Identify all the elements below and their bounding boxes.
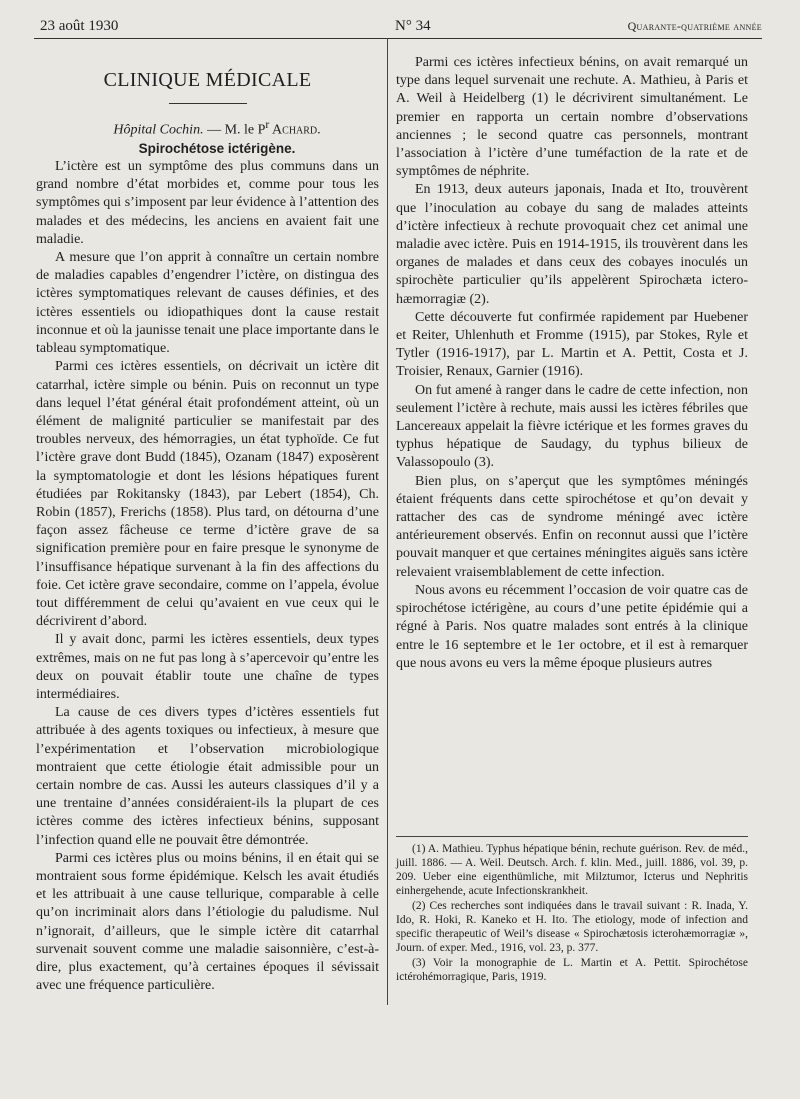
title-rule [169,103,247,104]
author-name: Achard. [269,122,321,138]
paragraph-1: L’ictère est un symptôme des plus communs dans un grand nombre d’état morbides et, comme pour tous les symptômes qui s’imposent par leur évidence à l’attention des malades et des médecins, les anciens en avaient fait une maladie. [36,159,379,247]
right-column [396,54,748,673]
paragraph-7: Parmi ces ictères infectieux bénins, on avait remarqué un type dans lequel survenait une rechute. A. Mathieu, à Paris et A. Weil à Heidelberg (1) le décrivirent simultanément. Le premier en rapporta un certain nombre d’observations anciennes ; le second quatre cas personnels, montrant l’association à l’ictère d’une tuméfaction de la rate et de symptômes de néphrite. [396,55,748,180]
section-title: CLINIQUE MÉDICALE [103,69,312,91]
paragraph-6: Parmi ces ictères plus ou moins bénins, il en était qui se montraient sous forme épidémique. Kelsch les avait étudiés et les attribuait à une cause tellurique, comparable à celle qu’on incriminait alors dans l’étiologie du paludisme. Nul n’ignorait, d’ailleurs, que le simple ictère dit catarrhal survenait souvent comme une maladie saisonnière, c’est-à-dire, plus exactement, qu’à certaines époques il sévissait avec une fréquence particulière. [36,850,379,994]
issue-number: N° 34 [395,18,431,34]
paragraph-9: Cette découverte fut confirmée rapidement par Huebener et Reiter, Uhlenhuth et Fromme (1915), par Stokes, Ryle et Tytler (1916-1917), par L. Martin et A. Pettit, Costa et J. Troisier, Renaux, Garnier (1916). [396,309,748,380]
paragraph-8: En 1913, deux auteurs japonais, Inada et Ito, trouvèrent que l’inoculation au cobaye du sang de malades atteints d’ictère infectieux à rechute provoquait chez cet animal une maladie avec ictère. Puis en 1914-1915, ils trouvèrent dans les organes de malades et dans ceux des cobayes inoculés un spirochète particulier qu’ils appelèrent Spirochæta ictero-hæmorragiæ (2). [396,182,748,307]
footnote-3: (3) Voir la monographie de L. Martin et A. Pettit. Spirochétose ictérohémorragique, Paris, 1919. [396,957,748,983]
column-divider [387,38,388,1005]
author-prefix: — M. le P [203,122,266,138]
paragraph-12: Nous avons eu récemment l’occasion de voir quatre cas de spirochétose ictérigène, au cours d’une petite épidémie qui a régné à Paris. Nos quatre malades sont entrés à la clinique entre le 16 septembre et le 1er octobre, et il est à remarquer que nous avons eu vers la même époque plusieurs autres [396,582,748,671]
publication-year: Quarante-quatrième année [627,19,762,33]
footnote-2: (2) Ces recherches sont indiquées dans le travail suivant : R. Inada, Y. Ido, R. Hoki, R. Kaneko et H. Ito. The etiology, mode of infection and specific therapeutic of Weil’s disease « Spirochætosis icterohæmorragiæ », Journ. of exper. Med., 1916, vol. 23, p. 377. [396,900,748,954]
paragraph-3: Parmi ces ictères essentiels, on décrivait un ictère dit catarrhal, ictère simple ou bénin. Puis on reconnut un type dans lequel l’état général était profondément atteint, où un élément de malignité particulier se manifestait par des troubles nerveux, des hémorragies, un état typhoïde. Ce fut l’ictère grave dont Budd (1845), Ozanam (1847) exposèrent la symptomatologie et dont les lésions hépatiques furent étudiées par Rokitansky (1843), par Lebert (1854), Ch. Robin (1857), Frerichs (1858). Plus tard, on détourna d’une façon assez fâcheuse ce terme d’ictère grave de sa signification première pour en faire presque le synonyme de l’insuffisance hépatique survenant à la fin des affections du foie. Cet ictère grave secondaire, comme on l’appela, évolue tout différemment de celui qu’avaient en vue ceux qui le décrivirent d’abord. [36,359,379,630]
paragraph-11: Bien plus, on s’aperçut que les symptômes méningés étaient fréquents dans cette spirochétose et qu’on devait y rattacher des cas de syndrome méningé avec ictère antérieurement observés. Enfin on reconnut aussi que l’ictère pouvait manquer et que certaines méningites aiguës sans ictère relevaient vraisemblablement de cette infection. [396,473,748,580]
article-subtitle: Spirochétose ictérigène. [138,140,296,156]
footnotes [396,842,748,985]
byline [36,116,379,140]
left-column [36,58,379,995]
footnote-rule [396,836,748,837]
paragraph-10: On fut amené à ranger dans le cadre de cette infection, non seulement l’ictère à rechute, mais aussi les ictères fébriles que Lancereaux appelait la fièvre ictérique et les formes graves du typhus hépatique de Saudagy, du typhus bilieux de Valassopoulo (3). [396,382,748,471]
issue-date: 23 août 1930 [40,18,119,34]
paragraph-4: Il y avait donc, parmi les ictères essentiels, deux types extrêmes, mais on ne fut pas long à s’apercevoir qu’entre les deux on pouvait établir toute une chaîne de types intermédiaires. [36,632,379,702]
footnote-1: (1) A. Mathieu. Typhus hépatique bénin, rechute guérison. Rev. de méd., juill. 1886. — A. Weil. Deutsch. Arch. f. klin. Med., juill. 1886, vol. 39, p. 209. Ueber eine eigenthümliche, mit Milztumor, Icterus und Nephritis einhergehende, acute Infectionskrankheit. [396,843,748,897]
paragraph-2: A mesure que l’on apprit à connaître un certain nombre de maladies capables d’engendrer l’ictère, on distingua des ictères symptomatiques relevant de causes définies, et des ictères essentiels ou idiopathiques dont la cause restait inconnue et où la jaunisse tenait une place importante dans le tableau symptomatique. [36,250,379,357]
running-head [34,14,762,39]
paragraph-5: La cause de ces divers types d’ictères essentiels fut attribuée à des agents toxiques ou infectieux, à mesure que l’expérimentation et l’observation microbiologique montraient que cette étiologie était admissible pour un certain nombre de cas. Aussi les auteurs classiques d’il y a une trentaine d’années considéraient-ils la plupart de ces ictères comme des ictères infectieux bénins, supposant l’infection quand elle ne pouvait être démontrée. [36,705,379,848]
author-title-sup: r [265,118,270,131]
hospital-name: Hôpital Cochin. [113,122,204,138]
